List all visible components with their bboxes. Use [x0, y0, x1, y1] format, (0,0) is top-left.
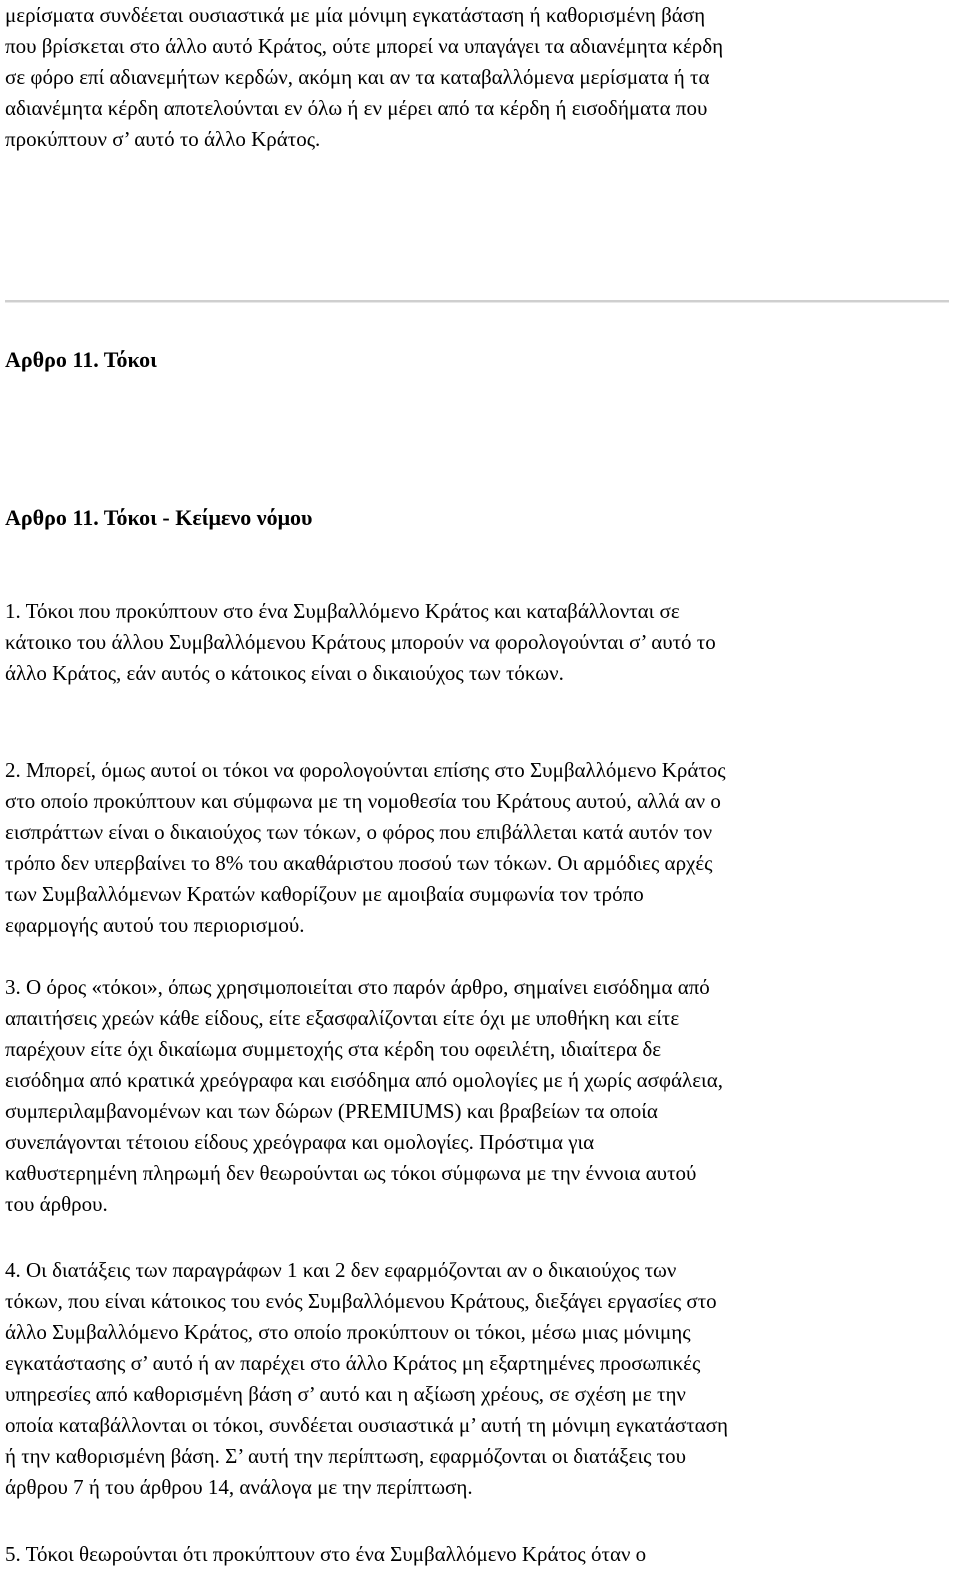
paragraph-1: 1. Τόκοι που προκύπτουν στο ένα Συμβαλλόμενο Κράτος και καταβάλλονται σε κάτοικο του άλλου Συμβαλλόμενου Κράτους μπορούν να φορολογούνται σ’ αυτό το άλλο Κράτος, εάν αυτός ο κάτοικος είναι ο δικαιούχος των τόκων.: [5, 599, 716, 685]
horizontal-divider: [5, 300, 949, 303]
paragraph-2: 2. Μπορεί, όμως αυτοί οι τόκοι να φορολογούνται επίσης στο Συμβαλλόμενο Κράτος στο οποίο προκύπτουν και σύμφωνα με τη νομοθεσία του Κράτους αυτού, αλλά αν ο εισπράττων είναι ο δικαιούχος των τόκων, ο φόρος που επιβάλλεται κατά αυτόν τον τρόπο δεν υπερβαίνει το 8% του ακαθάριστου ποσού των τόκων. Οι αρμόδιες αρχές των Συμβαλλόμενων Κρατών καθορίζουν με αμοιβαία συμφωνία τον τρόπο εφαρμογής αυτού του περιορισμού.: [5, 758, 726, 937]
paragraph-4: 4. Οι διατάξεις των παραγράφων 1 και 2 δεν εφαρμόζονται αν ο δικαιούχος των τόκων, που είναι κάτοικος του ενός Συμβαλλόμενου Κράτους, διεξάγει εργασίες στο άλλο Συμβαλλόμενο Κράτος, στο οποίο προκύπτουν οι τόκοι, μέσω μιας μόνιμης εγκατάστασης σ’ αυτό ή αν παρέχει στο άλλο Κράτος μη εξαρτημένες προσωπικές υπηρεσίες από καθορισμένη βάση σ’ αυτό και η αξίωση χρέους, σε σχέση με την οποία καταβάλλονται οι τόκοι, συνδέεται ουσιαστικά μ’ αυτή τη μόνιμη εγκατάσταση ή την καθορισμένη βάση. Σ’ αυτή την περίπτωση, εφαρμόζονται οι διατάξεις του άρθρου 7 ή του άρθρου 14, ανάλογα με την περίπτωση.: [5, 1258, 728, 1499]
article-heading: Αρθρο 11. Τόκοι: [5, 347, 157, 372]
intro-paragraph: μερίσματα συνδέεται ουσιαστικά με μία μόνιμη εγκατάσταση ή καθορισμένη βάση που βρίσκεται στο άλλο αυτό Κράτος, ούτε μπορεί να υπαγάγει τα αδιανέμητα κέρδη σε φόρο επί αδιανεμήτων κερδών, ακόμη και αν τα καταβαλλόμενα μερίσματα ή τα αδιανέμητα κέρδη αποτελούνται εν όλω ή εν μέρει από τα κέρδη ή εισοδήματα που προκύπτουν σ’ αυτό το άλλο Κράτος.: [5, 3, 724, 151]
paragraph-5: 5. Τόκοι θεωρούνται ότι προκύπτουν στο ένα Συμβαλλόμενο Κράτος όταν ο: [5, 1542, 647, 1566]
paragraph-3: 3. Ο όρος «τόκοι», όπως χρησιμοποιείται στο παρόν άρθρο, σημαίνει εισόδημα από απαιτήσεις χρεών κάθε είδους, είτε εξασφαλίζονται είτε όχι με υποθήκη και είτε παρέχουν είτε όχι δικαίωμα συμμετοχής στα κέρδη του οφειλέτη, ιδιαίτερα δε εισόδημα από κρατικά χρεόγραφα και εισόδημα από ομολογίες με ή χωρίς ασφάλεια, συμπεριλαμβανομένων και των δώρων (PREMIUMS) και βραβείων τα οποία συνεπάγονται τέτοιου είδους χρεόγραφα και ομολογίες. Πρόστιμα για καθυστερημένη πληρωμή δεν θεωρούνται ως τόκοι σύμφωνα με την έννοια αυτού του άρθρου.: [5, 975, 723, 1216]
document-page: [5, 0, 955, 1579]
article-text-heading: Αρθρο 11. Τόκοι - Κείμενο νόμου: [5, 505, 313, 530]
